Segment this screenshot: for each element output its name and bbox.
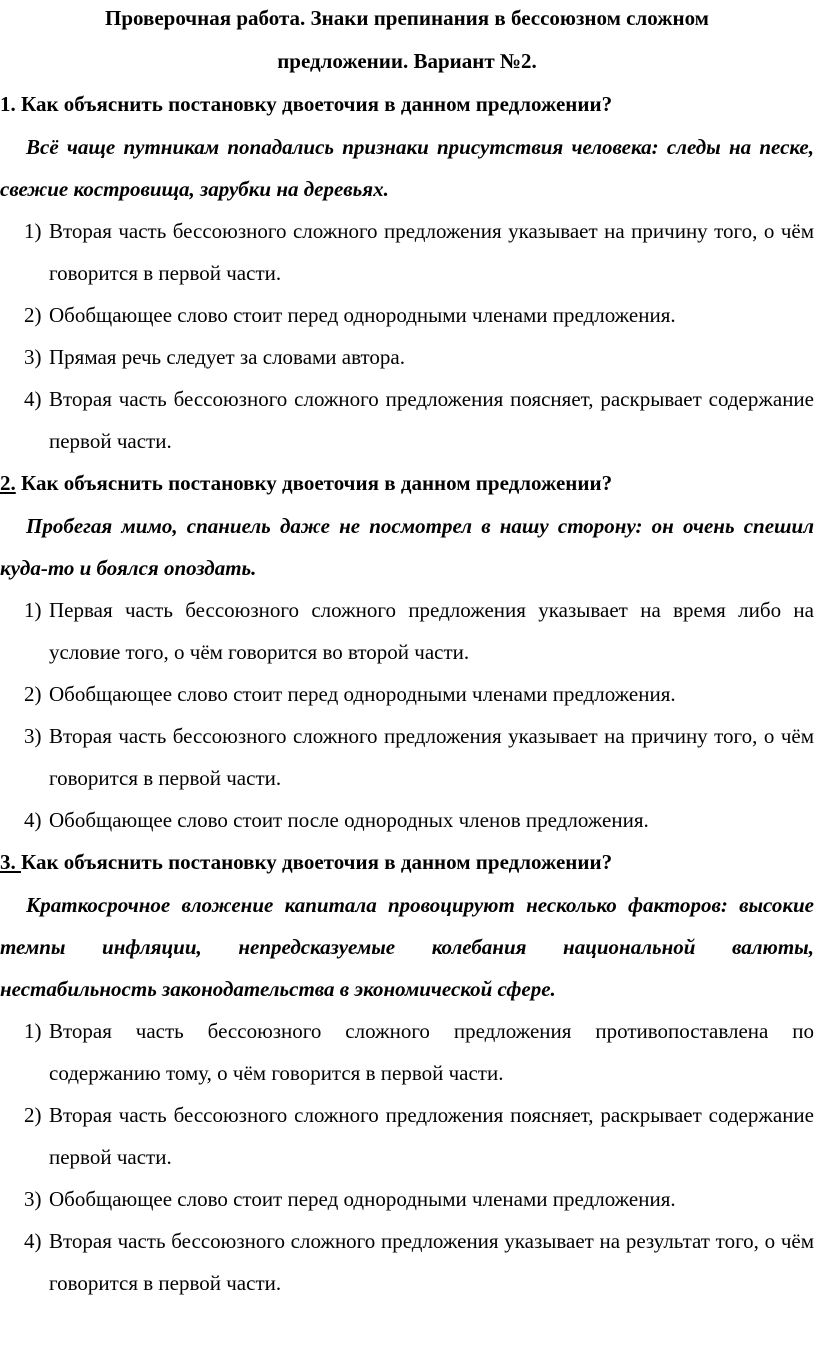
option-text: Обобщающее слово стоит перед однородными членами предложения. (49, 1187, 676, 1211)
answer-option[interactable] (0, 1010, 814, 1094)
page-title (0, 0, 814, 83)
option-number: 1) (24, 219, 42, 243)
option-text: Обобщающее слово стоит перед однородными членами предложения. (49, 682, 676, 706)
answer-option[interactable] (0, 589, 814, 673)
option-number: 3) (24, 1187, 42, 1211)
answer-option[interactable] (0, 1220, 814, 1304)
example-sentence: Пробегая мимо, спаниель даже не посмотрел в нашу сторону: он очень спешил куда-то и боялся опоздать. (0, 514, 814, 580)
option-number: 4) (24, 387, 42, 411)
answer-options (0, 589, 814, 841)
option-number: 4) (24, 808, 42, 832)
answer-option[interactable] (0, 673, 814, 715)
option-text: Прямая речь следует за словами автора. (49, 345, 405, 369)
option-number: 3) (24, 724, 42, 748)
question-text: Как объяснить постановку двоеточия в данном предложении? (21, 850, 613, 874)
option-number: 3) (24, 345, 42, 369)
answer-options (0, 210, 814, 462)
title-line-1: Проверочная работа. Знаки препинания в бессоюзном сложном (105, 6, 709, 30)
option-text: Вторая часть бессоюзного сложного предложения указывает на результат того, о чём говорится в первой части. (49, 1229, 814, 1295)
title-line-2: предложении. Вариант №2. (277, 49, 537, 73)
answer-option[interactable] (0, 378, 814, 462)
example-sentence: Краткосрочное вложение капитала провоцируют несколько факторов: высокие темпы инфляции, непредсказуемые колебания национальной валюты, нестабильность законодательства в экономической сфере. (0, 893, 814, 1001)
answer-option[interactable] (0, 210, 814, 294)
answer-option[interactable] (0, 1178, 814, 1220)
option-text: Обобщающее слово стоит после однородных членов предложения. (49, 808, 649, 832)
option-text: Вторая часть бессоюзного сложного предложения поясняет, раскрывает содержание первой части. (49, 1103, 814, 1169)
answer-options (0, 1010, 814, 1304)
option-text: Вторая часть бессоюзного сложного предложения указывает на причину того, о чём говорится в первой части. (49, 724, 814, 790)
answer-option[interactable] (0, 799, 814, 841)
option-text: Обобщающее слово стоит перед однородными членами предложения. (49, 303, 676, 327)
option-text: Вторая часть бессоюзного сложного предложения противопоставлена по содержанию тому, о чём говорится в первой части. (49, 1019, 814, 1085)
question-2 (0, 462, 814, 841)
question-number: 2. (0, 471, 16, 495)
question-3 (0, 841, 814, 1304)
option-number: 2) (24, 682, 42, 706)
question-heading (0, 841, 814, 884)
option-number: 4) (24, 1229, 42, 1253)
option-text: Вторая часть бессоюзного сложного предложения поясняет, раскрывает содержание первой части. (49, 387, 814, 453)
answer-option[interactable] (0, 1094, 814, 1178)
option-number: 2) (24, 303, 42, 327)
answer-option[interactable] (0, 294, 814, 336)
option-text: Вторая часть бессоюзного сложного предложения указывает на причину того, о чём говорится в первой части. (49, 219, 814, 285)
option-text: Первая часть бессоюзного сложного предложения указывает на время либо на условие того, о чём говорится во второй части. (49, 598, 814, 664)
question-heading (0, 462, 814, 505)
option-number: 1) (24, 598, 42, 622)
example-sentence: Всё чаще путникам попадались признаки присутствия человека: следы на песке, свежие костровища, зарубки на деревьях. (0, 135, 814, 201)
question-text: Как объяснить постановку двоеточия в данном предложении? (15, 92, 613, 116)
question-number: 3. (0, 850, 21, 874)
option-number: 1) (24, 1019, 42, 1043)
question-text: Как объяснить постановку двоеточия в данном предложении? (15, 471, 613, 495)
question-1 (0, 83, 814, 462)
option-number: 2) (24, 1103, 42, 1127)
answer-option[interactable] (0, 715, 814, 799)
question-heading (0, 83, 814, 126)
question-number: 1. (0, 92, 16, 116)
answer-option[interactable] (0, 336, 814, 378)
